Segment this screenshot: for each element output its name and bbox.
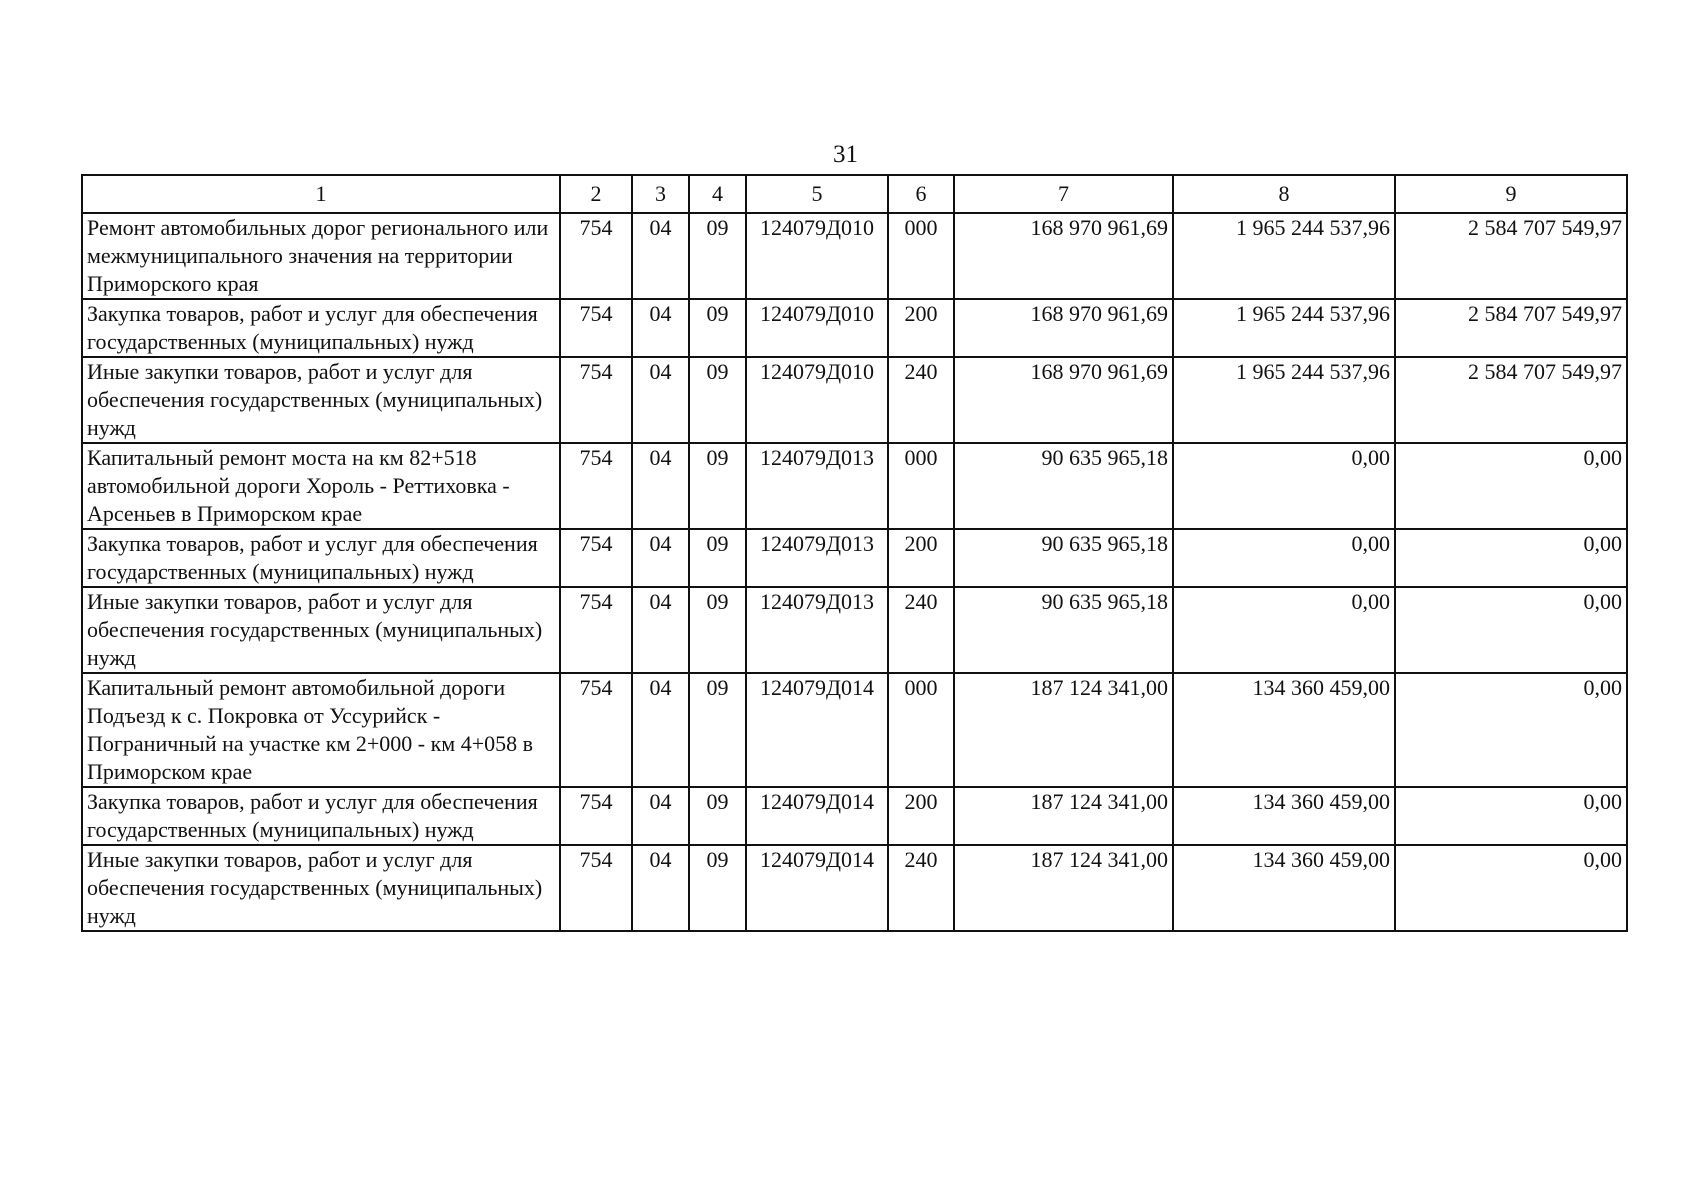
amount-col-7: 90 635 965,18 [954,529,1173,587]
ministry-code: 754 [560,673,632,787]
ministry-code: 754 [560,299,632,357]
expense-type-code: 000 [888,443,954,529]
target-article-code: 124079Д013 [746,529,888,587]
ministry-code: 754 [560,587,632,673]
expense-type-code: 240 [888,587,954,673]
target-article-code: 124079Д014 [746,845,888,931]
table-row [82,673,1627,787]
amount-col-9: 0,00 [1395,529,1627,587]
target-article-code: 124079Д010 [746,299,888,357]
column-header: 5 [746,175,888,213]
row-name: Иные закупки товаров, работ и услуг для обеспечения государственных (муниципальных) нужд [82,845,560,931]
subsection-code: 09 [689,673,746,787]
subsection-code: 09 [689,299,746,357]
section-code: 04 [632,299,689,357]
amount-col-9: 0,00 [1395,787,1627,845]
column-header: 6 [888,175,954,213]
expense-type-code: 200 [888,299,954,357]
section-code: 04 [632,357,689,443]
amount-col-9: 0,00 [1395,443,1627,529]
subsection-code: 09 [689,587,746,673]
expense-type-code: 200 [888,787,954,845]
amount-col-7: 168 970 961,69 [954,213,1173,299]
row-name: Закупка товаров, работ и услуг для обеспечения государственных (муниципальных) нужд [82,787,560,845]
row-name: Ремонт автомобильных дорог регионального или межмуниципального значения на территории Приморского края [82,213,560,299]
section-code: 04 [632,673,689,787]
amount-col-8: 1 965 244 537,96 [1173,299,1395,357]
expense-type-code: 200 [888,529,954,587]
ministry-code: 754 [560,213,632,299]
subsection-code: 09 [689,845,746,931]
section-code: 04 [632,213,689,299]
amount-col-7: 168 970 961,69 [954,357,1173,443]
table-row [82,845,1627,931]
subsection-code: 09 [689,787,746,845]
column-header: 7 [954,175,1173,213]
column-header: 4 [689,175,746,213]
target-article-code: 124079Д013 [746,587,888,673]
subsection-code: 09 [689,213,746,299]
section-code: 04 [632,787,689,845]
row-name: Капитальный ремонт моста на км 82+518 автомобильной дороги Хороль - Реттиховка - Арсеньев в Приморском крае [82,443,560,529]
target-article-code: 124079Д014 [746,673,888,787]
column-header: 1 [82,175,560,213]
column-header: 9 [1395,175,1627,213]
page-number: 31 [833,141,858,168]
amount-col-9: 2 584 707 549,97 [1395,357,1627,443]
amount-col-9: 0,00 [1395,587,1627,673]
amount-col-9: 0,00 [1395,673,1627,787]
row-name: Закупка товаров, работ и услуг для обеспечения государственных (муниципальных) нужд [82,529,560,587]
target-article-code: 124079Д010 [746,357,888,443]
amount-col-9: 2 584 707 549,97 [1395,299,1627,357]
amount-col-7: 90 635 965,18 [954,587,1173,673]
amount-col-8: 134 360 459,00 [1173,845,1395,931]
column-header: 8 [1173,175,1395,213]
section-code: 04 [632,845,689,931]
row-name: Иные закупки товаров, работ и услуг для обеспечения государственных (муниципальных) нужд [82,357,560,443]
table-row [82,357,1627,443]
target-article-code: 124079Д010 [746,213,888,299]
amount-col-8: 1 965 244 537,96 [1173,357,1395,443]
ministry-code: 754 [560,529,632,587]
row-name: Иные закупки товаров, работ и услуг для обеспечения государственных (муниципальных) нужд [82,587,560,673]
amount-col-8: 134 360 459,00 [1173,673,1395,787]
amount-col-8: 1 965 244 537,96 [1173,213,1395,299]
expense-type-code: 240 [888,845,954,931]
row-name: Капитальный ремонт автомобильной дороги Подъезд к с. Покровка от Уссурийск - Пограничный на участке км 2+000 - км 4+058 в Приморском крае [82,673,560,787]
budget-table [81,174,1628,932]
target-article-code: 124079Д013 [746,443,888,529]
subsection-code: 09 [689,529,746,587]
table-row [82,443,1627,529]
amount-col-7: 187 124 341,00 [954,673,1173,787]
ministry-code: 754 [560,787,632,845]
table-row [82,587,1627,673]
header-row [82,175,1627,213]
section-code: 04 [632,443,689,529]
subsection-code: 09 [689,443,746,529]
amount-col-8: 0,00 [1173,587,1395,673]
column-header: 2 [560,175,632,213]
amount-col-9: 0,00 [1395,845,1627,931]
expense-type-code: 000 [888,213,954,299]
ministry-code: 754 [560,357,632,443]
section-code: 04 [632,587,689,673]
expense-type-code: 000 [888,673,954,787]
expense-type-code: 240 [888,357,954,443]
table-row [82,787,1627,845]
row-name: Закупка товаров, работ и услуг для обеспечения государственных (муниципальных) нужд [82,299,560,357]
amount-col-7: 187 124 341,00 [954,787,1173,845]
target-article-code: 124079Д014 [746,787,888,845]
ministry-code: 754 [560,845,632,931]
amount-col-7: 187 124 341,00 [954,845,1173,931]
table-row [82,213,1627,299]
table-row [82,529,1627,587]
amount-col-7: 168 970 961,69 [954,299,1173,357]
amount-col-9: 2 584 707 549,97 [1395,213,1627,299]
amount-col-8: 134 360 459,00 [1173,787,1395,845]
amount-col-8: 0,00 [1173,529,1395,587]
subsection-code: 09 [689,357,746,443]
section-code: 04 [632,529,689,587]
amount-col-8: 0,00 [1173,443,1395,529]
table-row [82,299,1627,357]
ministry-code: 754 [560,443,632,529]
amount-col-7: 90 635 965,18 [954,443,1173,529]
column-header: 3 [632,175,689,213]
